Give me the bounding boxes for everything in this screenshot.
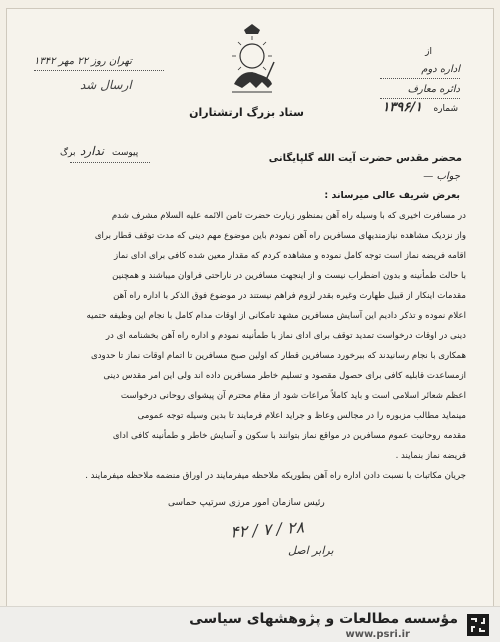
- body-line: در مسافرت اخیری که با وسیله راه آهن بمنظور زیارت حضرت ثامن الائمه علیه السلام مشرف شدم: [111, 211, 466, 221]
- handwritten-reply-note: جواب —: [423, 171, 460, 182]
- body-line: دینی در اوقات درخواست تمدید توقف برای ادای نماز با طمأنینه نمودم و اداره راه آهن بخشنامه ای در: [105, 331, 466, 341]
- attachment-value: ندارد: [80, 144, 105, 158]
- header-edare: اداره دوم: [421, 64, 460, 75]
- body-line: اعلام نموده و تذکر دادیم این آسایش مسافرین مشهد تامکانی از اوقات مدام کامل با نجام این وظیفه حتمیه: [86, 311, 466, 321]
- attachment-label: پیوست: [112, 148, 139, 158]
- handwritten-note-sent: ارسال شد: [80, 78, 132, 92]
- body-line: اقامه فریضه نماز است توجه کامل نموده و مشاهده کردم که مقدار معین شده کافی برای ادای نماز: [114, 251, 466, 261]
- handwritten-stamp-number: ۲۸ / ۷ / ۴۲: [229, 517, 305, 542]
- body-line: ازمساعدت قابلیه کافی برای حصول مقصود و تسلیم خاطر مسافرین داده اند ولی این امر مقدس دینی: [103, 371, 466, 381]
- body-line: همکاری با نجام رسانیدند که ببرخورد مسافرین قطار که اولین صبح مسافرین تا اتمام اوقات نماز تا حدودی: [90, 351, 466, 361]
- footer-bar: [0, 606, 500, 642]
- body-line: واز نزدیک مشاهده نیازمندیهای مسافرین راه آهن نمودم باین موضوع مهم دینی که مدت توقف قطار برای: [94, 231, 466, 241]
- attachment-suffix: برگ: [60, 148, 76, 158]
- psri-logo-icon: [466, 613, 490, 637]
- body-line: مقدمه روحانیت عموم مسافرین در مواقع نماز بتوانند با سکون و آسایش خاطر و طمأنینه کافی ادای: [112, 431, 466, 441]
- body-line: مینماید مطالب مزبوره را در مجالس وعاظ و جراید اعلام فرمایند تا بدین وسیله توجه عمومی: [137, 411, 466, 421]
- signature: رئیس سازمان امور مرزی سرتیپ حماسی: [168, 498, 325, 508]
- header-dayere-rule: [380, 98, 460, 99]
- body-line: جریان مکاتبات با نسبت دادن اداره راه آهن بطوریکه ملاحظه میفرمایند در اوراق منضمه ملاحظه میفرمایند .: [85, 471, 466, 481]
- intro-line: بعرض شریف عالی میرساند :: [324, 190, 460, 201]
- date-rule: [34, 70, 164, 71]
- header-dayere: دائره معارف: [407, 84, 460, 95]
- attachment-rule: [70, 162, 150, 163]
- lion-and-sun-emblem-icon: [222, 22, 282, 100]
- header-shomare-label: شماره: [433, 104, 458, 114]
- footer-org-name: مؤسسه مطالعات و پژوهشهای سیاسی: [189, 611, 458, 627]
- salutation: محضر مقدس حضرت آیت الله گلپایگانی: [268, 153, 462, 164]
- date-line: تهران روز ۲۲ مهر ۱۳۴۲: [34, 56, 132, 67]
- handwritten-stamp-text: برابر اصل: [288, 544, 334, 557]
- body-line: با حالت طمأنینه و بدون اضطراب نیست و از اینجهت مسافرین در ناراحتی فراوان میباشند و همچنین: [112, 271, 466, 281]
- header-shomare-value: ۱۳۹۶/۱: [382, 100, 422, 115]
- body-line: مقدمات اینکار از قبیل طهارت وغیره بقدر لزوم فراهم نیستند در موضوع فوق الذکر با اداره راه آهن: [113, 291, 466, 301]
- center-title: ستاد بزرگ ارتشتاران: [189, 106, 304, 119]
- footer-url: www.psri.ir: [345, 629, 410, 640]
- header-edare-rule: [380, 78, 460, 79]
- body-line: فریضه نماز بنمایند .: [395, 451, 466, 461]
- body-line: اعظم شعائر اسلامی است و باید کاملاً مراعات شود از مقام محترم آن پیشوای روحانی درخواست: [120, 391, 466, 401]
- header-az: از: [425, 47, 432, 57]
